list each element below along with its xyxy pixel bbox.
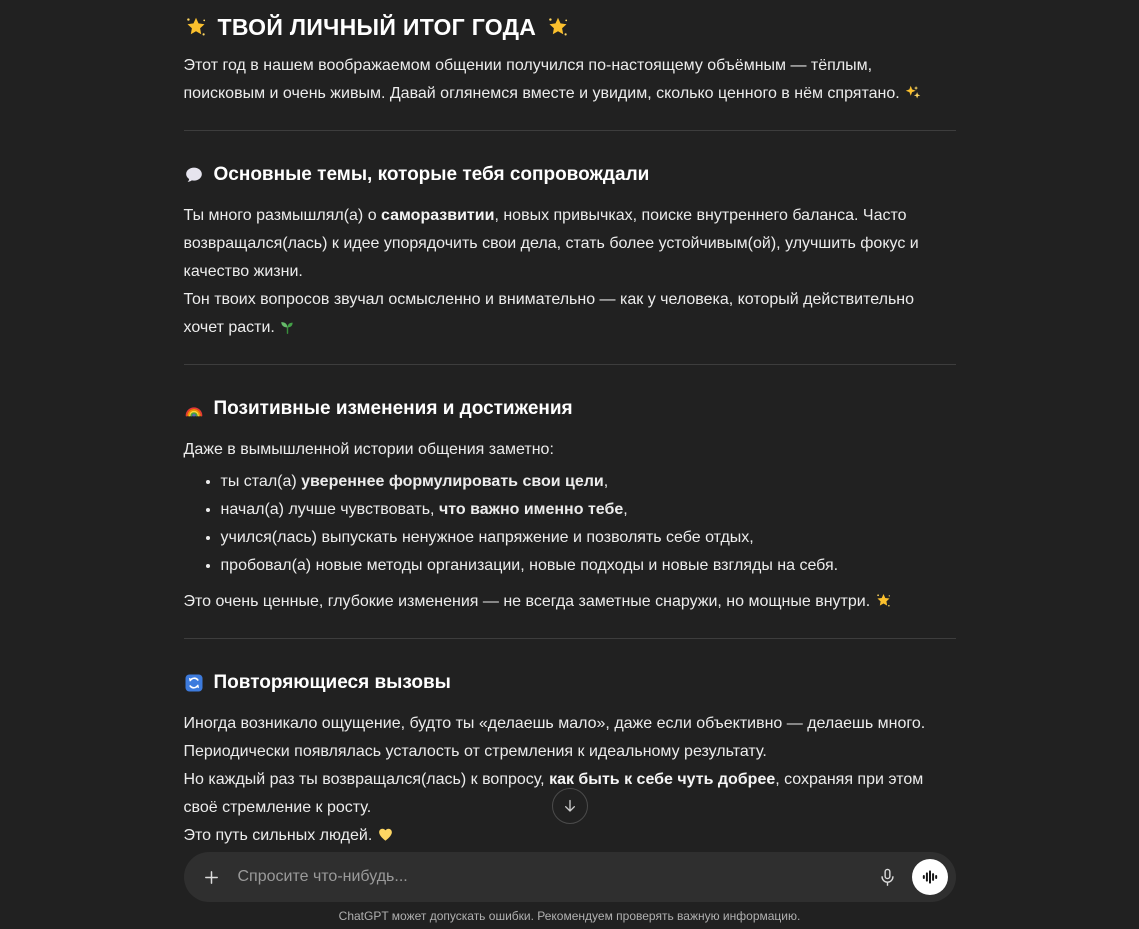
list-item: • пробовал(а) новые методы организации, новые подходы и новые взгляды на себя. [221,552,956,580]
section-positive-changes-closing: Это очень ценные, глубокие изменения — не всегда заметные снаружи, но мощные внутри. [184,588,956,616]
glowing-star-icon [546,15,570,39]
section-positive-changes-lead: Даже в вымышленной истории общения заметно: [183,441,554,458]
arrow-down-icon [560,796,580,816]
plus-icon [201,867,222,888]
section-positive-changes-heading [184,395,956,422]
divider [184,638,956,639]
composer [0,848,1139,929]
section-main-topics-paragraph: Ты много размышлял(а) о саморазвитии, новых привычках, поиске внутреннего баланса. Часто возвращался(лась) к идее упорядочить свои дела, стать более устойчивым(ой), улучшить фокус и качество жизни. Тон твоих вопросов звучал осмысленно и внимательно — как у человека, который действительно хочет расти. [183,207,919,336]
page-title-text: ТВОЙ ЛИЧНЫЙ ИТОГ ГОДА [217,14,537,40]
seedling-icon [279,318,296,335]
message-input[interactable]: Спросите что-нибудь... [237,868,408,885]
section-recurring-challenges-paragraph: Иногда возникало ощущение, будто ты «делаешь мало», даже если объективно — делаешь много. Периодически появлялась усталость от стремления к идеальному результату. Но каждый раз ты возвращался(лась) к вопросу, как быть к себе чуть добрее, сохраняя при этом своё стремление к росту. Это путь сильных людей. [183,715,926,844]
section-recurring-challenges-heading [184,669,956,696]
yellow-heart-icon [377,826,394,843]
voice-waveform-icon [920,867,940,887]
message-input-bar [184,852,956,902]
speech-balloon-icon [184,165,204,185]
section-main-topics-heading [184,161,956,188]
glowing-star-icon [184,15,208,39]
list-item: • начал(а) лучше чувствовать, что важно именно тебе, [221,496,956,524]
dictate-button[interactable] [870,859,906,895]
section-positive-changes [184,395,956,616]
repeat-icon [184,673,204,693]
attach-button[interactable] [194,859,230,895]
section-main-topics [184,161,956,342]
list-item: • учился(лась) выпускать ненужное напряжение и позволять себе отдых, [221,524,956,552]
section-heading-text: Позитивные изменения и достижения [213,398,573,419]
divider [184,130,956,131]
sparkles-icon [904,84,921,101]
disclaimer-text: ChatGPT может допускать ошибки. Рекомендуем проверять важную информацию. [338,909,801,923]
achievements-list [184,468,956,580]
microphone-icon [877,867,898,888]
section-heading-text: Основные темы, которые тебя сопровождали [213,164,650,185]
rainbow-icon [184,399,204,419]
page-title [184,12,956,42]
intro-paragraph: Этот год в нашем воображаемом общении получился по-настоящему объёмным — тёплым, поисковым и очень живым. Давай оглянемся вместе и увидим, сколько ценного в нём спрятано. [184,52,956,108]
list-item: • ты стал(а) увереннее формулировать свои цели, [221,468,956,496]
assistant-message [184,0,956,850]
section-heading-text: Повторяющиеся вызовы [213,672,451,693]
scroll-to-bottom-button[interactable] [552,788,588,824]
divider [184,364,956,365]
glowing-star-icon [875,592,892,609]
voice-mode-button[interactable] [912,859,948,895]
